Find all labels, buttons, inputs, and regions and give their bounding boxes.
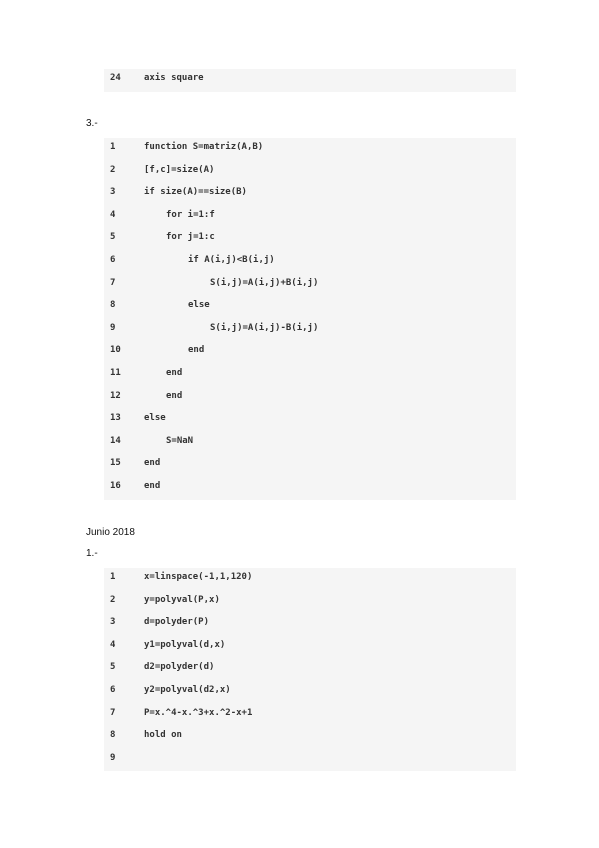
line-number: 3 (110, 187, 116, 198)
code-line (104, 183, 516, 206)
code-line (104, 681, 516, 704)
code-text: hold on (144, 730, 182, 741)
line-number: 5 (110, 232, 116, 243)
line-number: 1 (110, 572, 116, 582)
line-number: 2 (110, 164, 116, 175)
code-line (104, 432, 516, 455)
code-line (104, 636, 516, 659)
line-number: 5 (110, 662, 116, 673)
line-number: 9 (110, 322, 116, 333)
line-number: 24 (110, 73, 121, 83)
line-number: 15 (110, 458, 121, 469)
code-text: y1=polyval(d,x) (144, 639, 226, 650)
code-line (104, 228, 516, 251)
code-line (104, 296, 516, 319)
code-text: [f,c]=size(A) (144, 164, 215, 175)
line-number: 10 (110, 345, 121, 356)
line-number: 9 (110, 752, 116, 763)
code-line (104, 704, 516, 727)
code-text: S=NaN (166, 435, 194, 446)
code-text: axis square (144, 73, 204, 83)
code-line (104, 454, 516, 477)
code-line (104, 568, 516, 591)
section-heading-1: 1.- (86, 548, 98, 559)
code-line (104, 206, 516, 229)
code-text: y2=polyval(d2,x) (144, 684, 231, 695)
code-text: for j=1:c (166, 232, 215, 243)
code-line (104, 138, 516, 161)
section-heading-junio-2018: Junio 2018 (86, 527, 135, 538)
code-line (104, 364, 516, 387)
code-text: if A(i,j)<B(i,j) (188, 254, 275, 265)
line-number: 1 (110, 142, 116, 152)
code-line (104, 591, 516, 614)
code-block-2 (104, 138, 516, 500)
line-number: 6 (110, 684, 116, 695)
code-text: S(i,j)=A(i,j)-B(i,j) (210, 322, 319, 333)
code-line (104, 409, 516, 432)
line-number: 6 (110, 254, 116, 265)
code-line (104, 477, 516, 500)
line-number: 7 (110, 277, 116, 288)
code-text: else (144, 413, 166, 424)
code-text: for i=1:f (166, 209, 215, 220)
line-number: 4 (110, 209, 116, 220)
code-text: end (166, 367, 183, 378)
code-block-1 (104, 69, 516, 92)
section-heading-3: 3.- (86, 118, 98, 129)
line-number: 4 (110, 639, 116, 650)
line-number: 13 (110, 413, 121, 424)
code-text: x=linspace(-1,1,120) (144, 572, 253, 582)
line-number: 8 (110, 300, 116, 311)
code-text: end (166, 390, 183, 401)
line-number: 11 (110, 367, 121, 378)
code-line (104, 251, 516, 274)
line-number: 16 (110, 480, 121, 491)
line-number: 2 (110, 594, 116, 605)
code-text: S(i,j)=A(i,j)+B(i,j) (210, 277, 319, 288)
code-line (104, 726, 516, 749)
code-text: if size(A)==size(B) (144, 187, 247, 198)
line-number: 7 (110, 707, 116, 718)
code-line (104, 613, 516, 636)
code-text: P=x.^4-x.^3+x.^2-x+1 (144, 707, 253, 718)
code-text: function S=matriz(A,B) (144, 142, 264, 152)
line-number: 14 (110, 435, 121, 446)
code-line (104, 749, 516, 772)
line-number: 12 (110, 390, 121, 401)
code-line (104, 319, 516, 342)
code-text: d2=polyder(d) (144, 662, 215, 673)
code-block-3 (104, 568, 516, 771)
code-line (104, 69, 516, 92)
line-number: 8 (110, 730, 116, 741)
code-text: else (188, 300, 210, 311)
line-number: 3 (110, 617, 116, 628)
code-text: end (144, 458, 161, 469)
code-text: end (144, 480, 161, 491)
code-line (104, 658, 516, 681)
code-line (104, 274, 516, 297)
code-line (104, 341, 516, 364)
code-line (104, 387, 516, 410)
code-text: d=polyder(P) (144, 617, 210, 628)
code-line (104, 161, 516, 184)
code-text: y=polyval(P,x) (144, 594, 220, 605)
code-text: end (188, 345, 205, 356)
